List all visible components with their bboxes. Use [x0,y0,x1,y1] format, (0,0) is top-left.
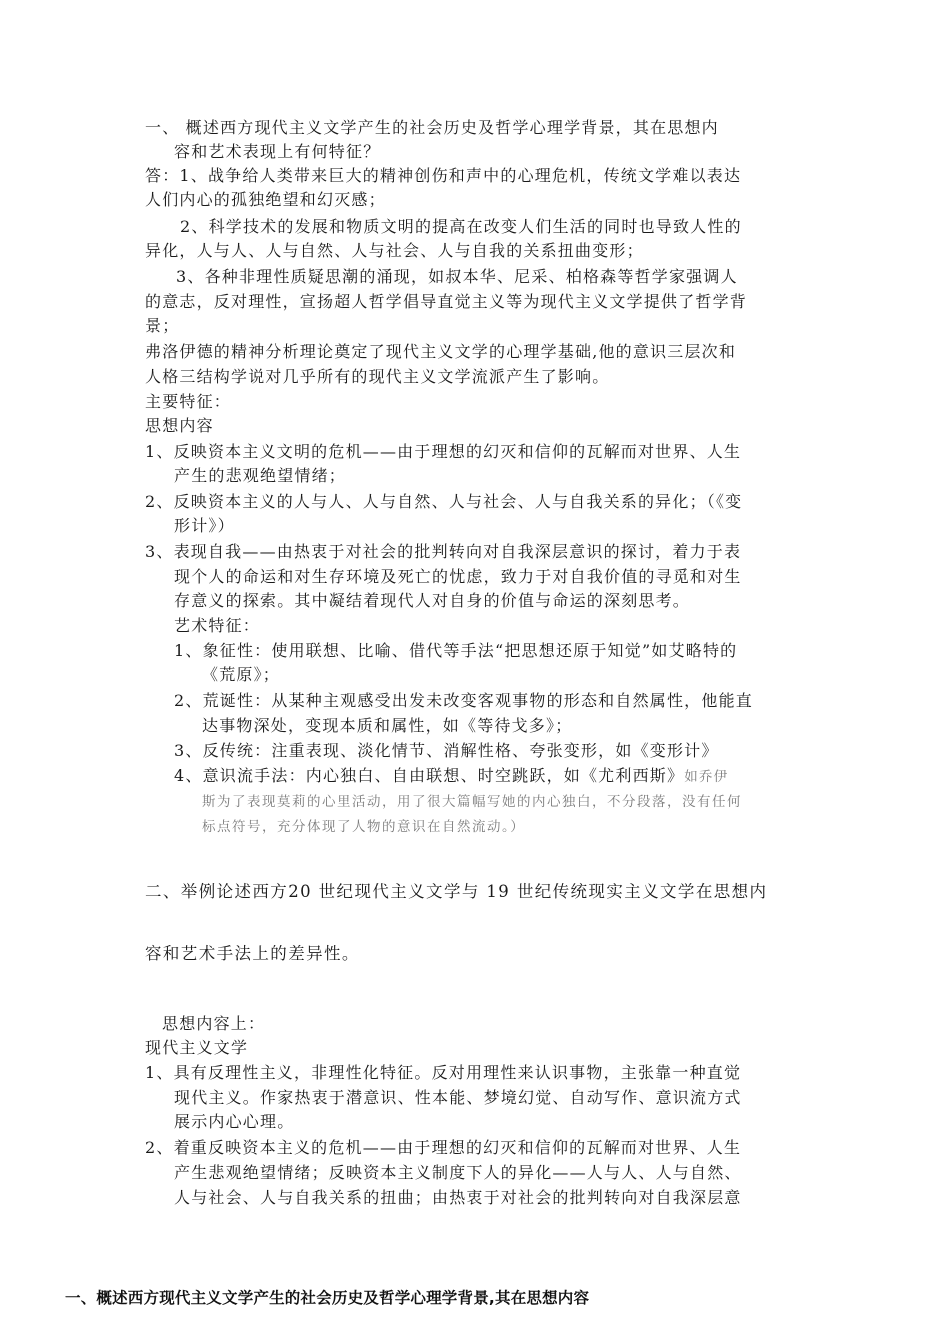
answer-point-3-line-2: 的意志，反对理性，宣扬超人哲学倡导直觉主义等为现代主义文学提供了哲学背 [145,292,748,311]
thought-content-heading: 思想内容 [145,416,214,435]
art-item-4-text: 4、意识流手法：内心独白、自由联想、时空跳跃，如《尤利西斯》 [174,766,685,785]
art-item-1-line-2: 《荒原》； [202,665,281,684]
art-features-heading: 艺术特征： [174,616,261,635]
q2-point-2-line-2: 产生悲观绝望情绪；反映资本主义制度下人的异化——人与人、人与自然、 [174,1163,742,1182]
answer-point-1-line-2: 人们内心的孤独绝望和幻灭感； [145,190,386,209]
question-1-line-2: 容和艺术表现上有何特征？ [174,142,381,161]
footer-heading: 一、概述西方现代主义文学产生的社会历史及哲学心理学背景,其在思想内容 [65,1289,590,1307]
freud-paragraph-line-1: 弗洛伊德的精神分析理论奠定了现代主义文学的心理学基础,他的意识三层次和 [145,342,737,361]
art-item-2-line-1: 2、荒诞性：从某种主观感受出发未改变客观事物的形态和自然属性，他能直 [174,691,753,710]
content-item-2-line-1: 2、反映资本主义的人与人、人与自然、人与社会、人与自我关系的异化；（《变 [145,492,743,511]
answer-point-2-line-2: 异化，人与人、人与自然、人与社会、人与自我的关系扭曲变形； [145,241,644,260]
q2-point-1-line-2: 现代主义。作家热衷于潜意识、性本能、梦境幻觉、自动写作、意识流方式 [174,1088,742,1107]
art-item-4-line-1 [174,764,728,789]
content-item-2-line-2: 形计》） [174,516,235,535]
answer-point-1-line-1: 答：1、战争给人类带来巨大的精神创伤和声中的心理危机，传统文学难以表达 [145,166,742,185]
art-item-4-note-inline: 如乔伊 [684,769,729,785]
content-item-3-line-1: 3、表现自我——由热衷于对社会的批判转向对自我深层意识的探讨，着力于表 [145,542,742,561]
q2-point-2-line-1: 2、着重反映资本主义的危机——由于理想的幻灭和信仰的瓦解而对世界、人生 [145,1138,742,1157]
content-item-1-line-2: 产生的悲观绝望情绪； [174,466,347,485]
main-features-heading: 主要特征： [145,392,232,411]
content-item-3-line-2: 现个人的命运和对生存环境及死亡的忧虑，致力于对自我价值的寻觅和对生 [174,567,742,586]
question-2-line-2: 容和艺术手法上的差异性。 [145,944,360,963]
answer-point-2-line-1: 2、科学技术的发展和物质文明的提高在改变人们生活的同时也导致人性的 [180,217,742,236]
art-item-3-line-1: 3、反传统：注重表现、淡化情节、消解性格、夸张变形，如《变形计》 [174,741,719,760]
freud-paragraph-line-2: 人格三结构学说对几乎所有的现代主义文学流派产生了影响。 [145,367,610,386]
q2-modernism-subheading: 现代主义文学 [145,1038,249,1057]
answer-point-3-line-3: 景； [145,316,180,335]
q2-point-1-line-1: 1、具有反理性主义，非理性化特征。反对用理性来认识事物，主张靠一种直觉 [145,1063,742,1082]
art-item-2-line-2: 达事物深处，变现本质和属性，如《等待戈多》； [202,716,573,735]
art-item-4-note-line-2: 斯为了表现莫莉的心里活动，用了很大篇幅写她的内心独白，不分段落，没有任何 [202,794,742,810]
art-item-1-line-1: 1、象征性：使用联想、比喻、借代等手法“把思想还原于知觉”如艾略特的 [174,641,738,660]
art-item-4-note-line-3: 标点符号，充分体现了人物的意识在自然流动。） [202,819,526,835]
q2-point-1-line-3: 展示内心心理。 [174,1112,295,1131]
question-1-line-1: 一、 概述西方现代主义文学产生的社会历史及哲学心理学背景，其在思想内 [145,118,719,137]
content-item-3-line-3: 存意义的探索。其中凝结着现代人对自身的价值与命运的深刻思考。 [174,591,691,610]
question-2-line-1: 二、举例论述西方20 世纪现代主义文学与 19 世纪传统现实主义文学在思想内 [145,882,768,901]
q2-point-2-line-3: 人与社会、人与自我关系的扭曲；由热衷于对社会的批判转向对自我深层意 [174,1188,742,1207]
q2-thought-content-heading: 思想内容上： [162,1014,266,1033]
content-item-1-line-1: 1、反映资本主义文明的危机——由于理想的幻灭和信仰的瓦解而对世界、人生 [145,442,742,461]
answer-point-3-line-1: 3、各种非理性质疑思潮的涌现，如叔本华、尼采、柏格森等哲学家强调人 [176,267,738,286]
